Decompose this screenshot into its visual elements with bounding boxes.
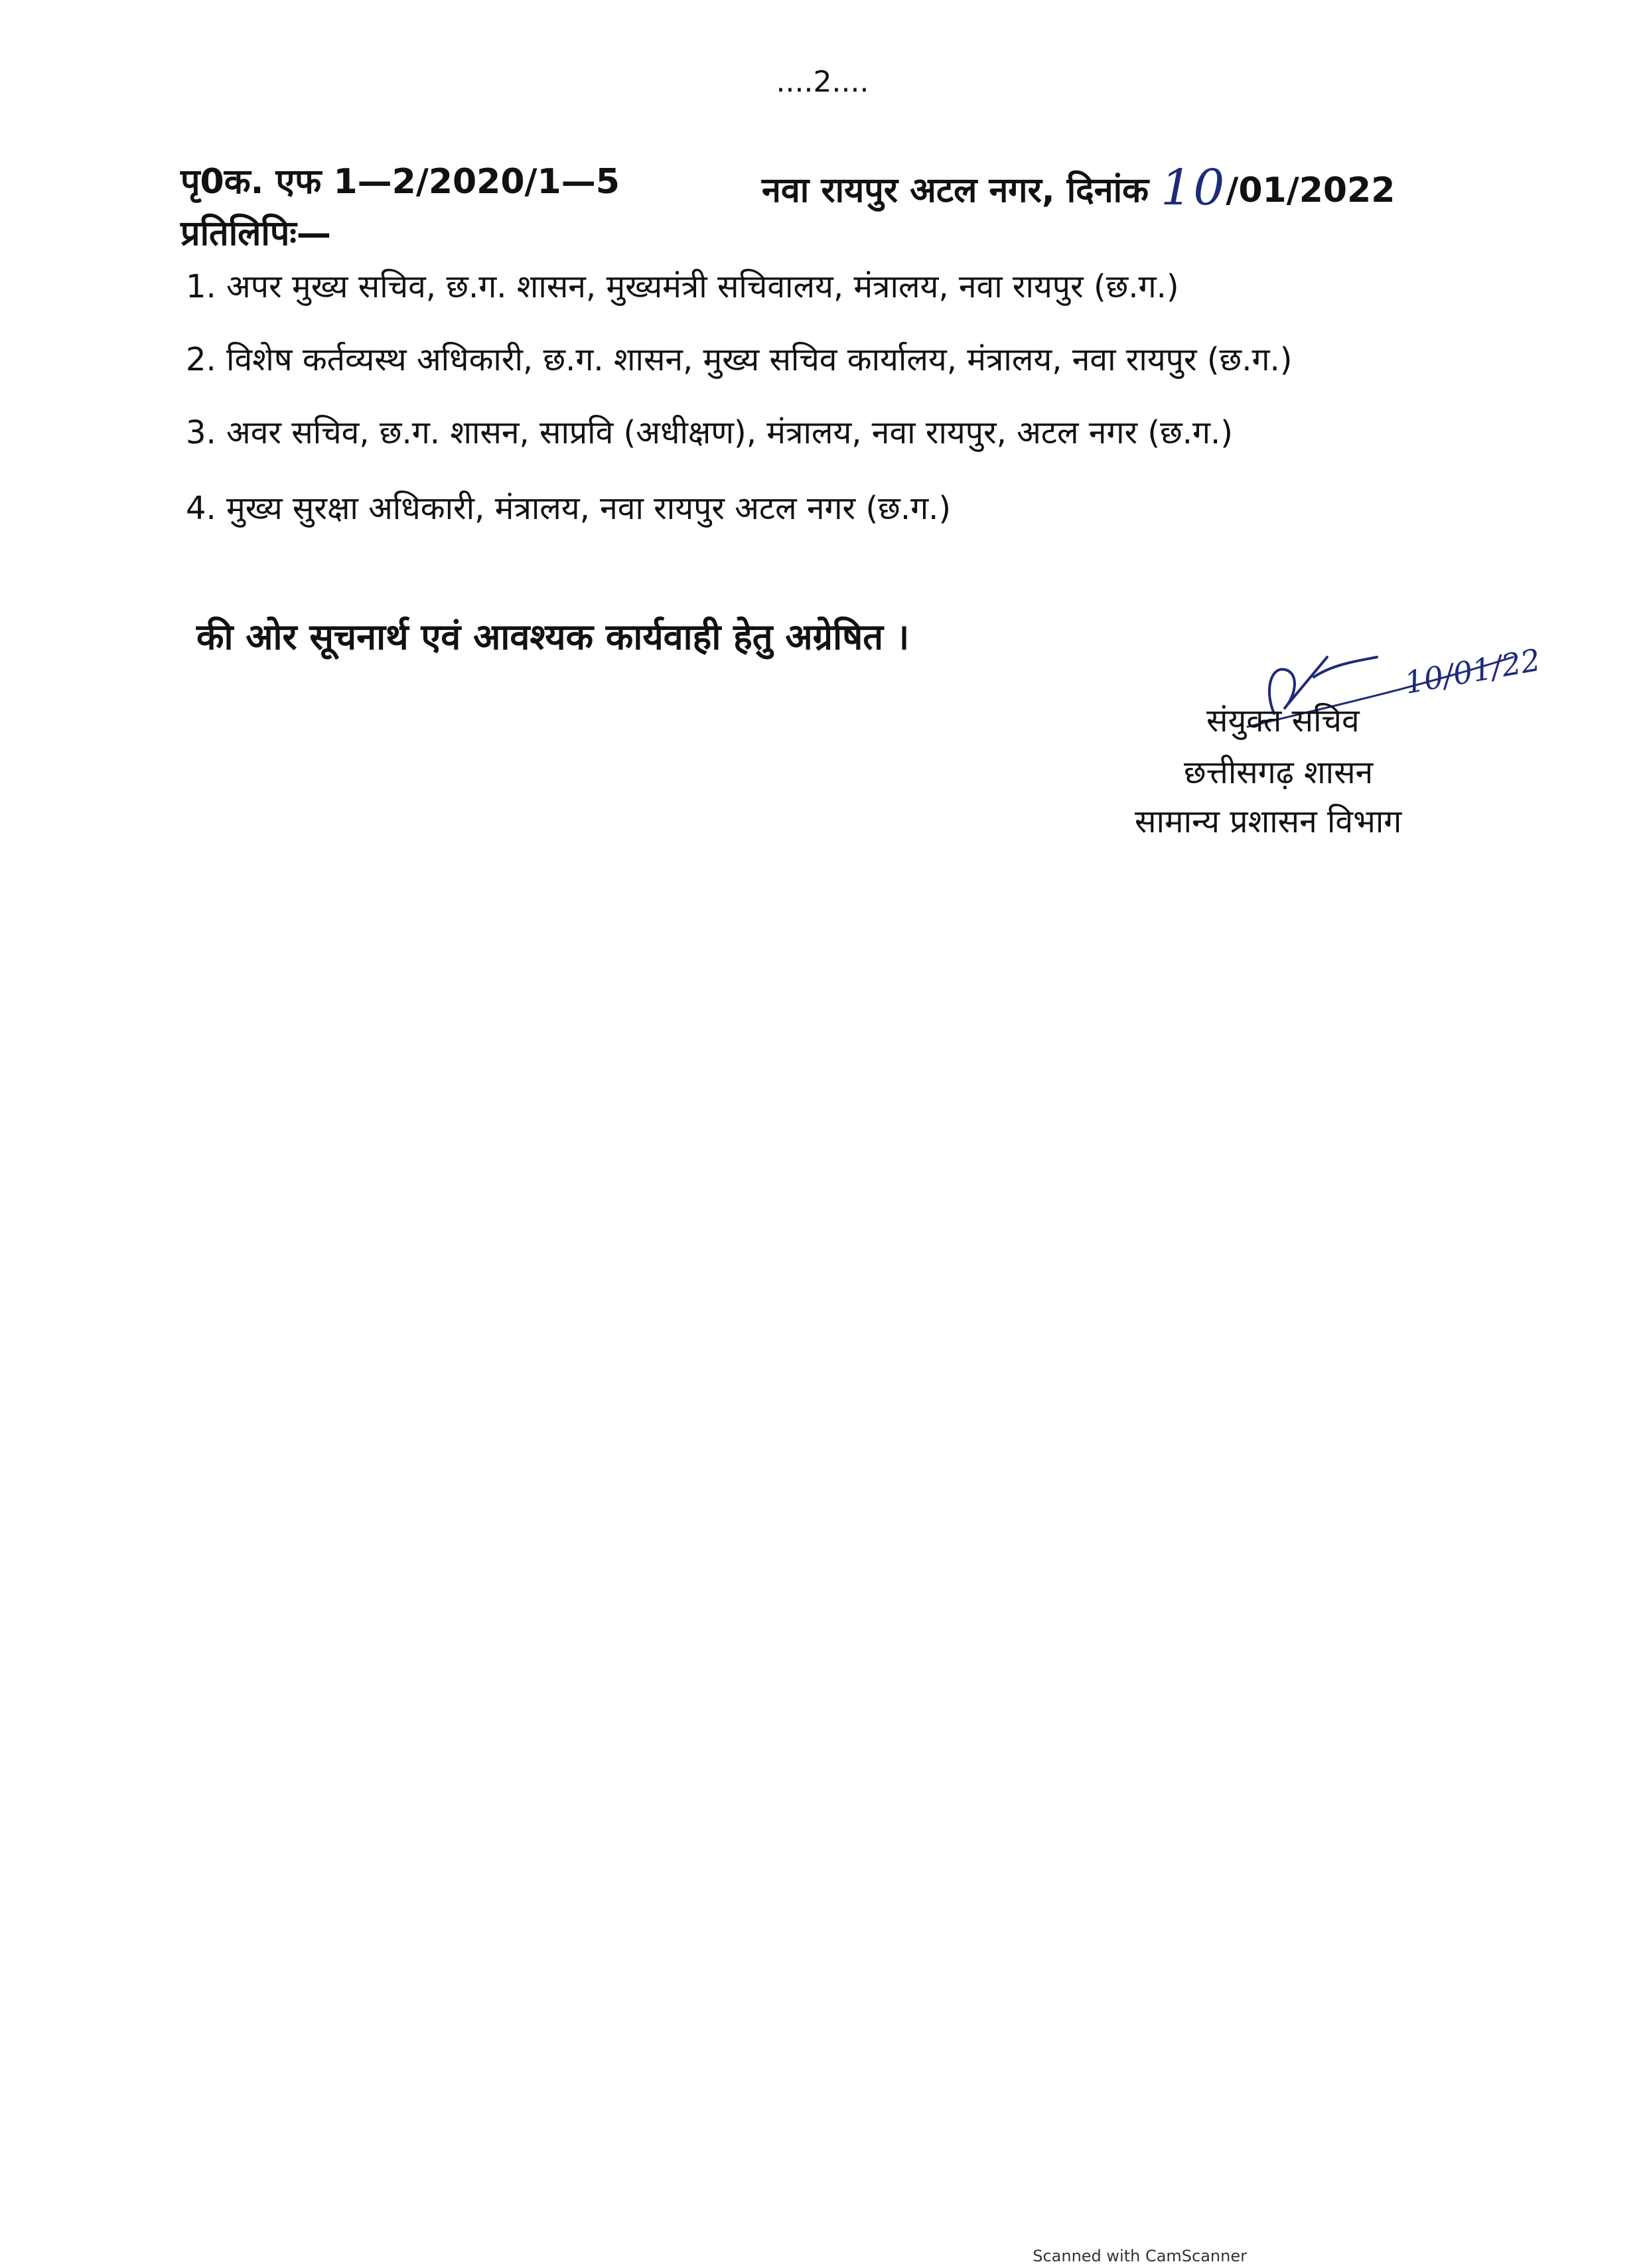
copy-heading: प्रतिलिपिः— [180, 214, 331, 254]
place-date-line [762, 157, 1395, 214]
reference-number: पृ0क. एफ 1—2/2020/1—5 [180, 162, 620, 202]
svg-text:10/01/22: 10/01/22 [1401, 641, 1543, 701]
scanner-watermark: Scanned with CamScanner [1033, 2247, 1247, 2265]
page-number-marker: ....2.... [776, 65, 869, 99]
recipient-item: 3. अवर सचिव, छ.ग. शासन, साप्रवि (अधीक्षण), मंत्रालय, नवा रायपुर, अटल नगर (छ.ग.) [186, 414, 1233, 451]
signatory-department: सामान्य प्रशासन विभाग [1135, 803, 1402, 840]
place-date-prefix: नवा रायपुर अटल नगर, दिनांक [762, 171, 1149, 210]
signatory-designation: संयुक्त सचिव [1206, 702, 1360, 739]
recipient-item: 2. विशेष कर्तव्यस्थ अधिकारी, छ.ग. शासन, मुख्य सचिव कार्यालय, मंत्रालय, नवा रायपुर (छ.ग.) [186, 341, 1293, 378]
forward-line: की ओर सूचनार्थ एवं आवश्यक कार्यवाही हेतु अग्रेषित । [196, 616, 910, 658]
recipient-item: 4. मुख्य सुरक्षा अधिकारी, मंत्रालय, नवा रायपुर अटल नगर (छ.ग.) [186, 490, 952, 527]
date-suffix: /01/2022 [1226, 171, 1395, 210]
signatory-government: छत्तीसगढ़ शासन [1184, 754, 1374, 791]
handwritten-day: 10 [1161, 159, 1226, 216]
recipient-item: 1. अपर मुख्य सचिव, छ.ग. शासन, मुख्यमंत्री सचिवालय, मंत्रालय, नवा रायपुर (छ.ग.) [186, 268, 1179, 305]
